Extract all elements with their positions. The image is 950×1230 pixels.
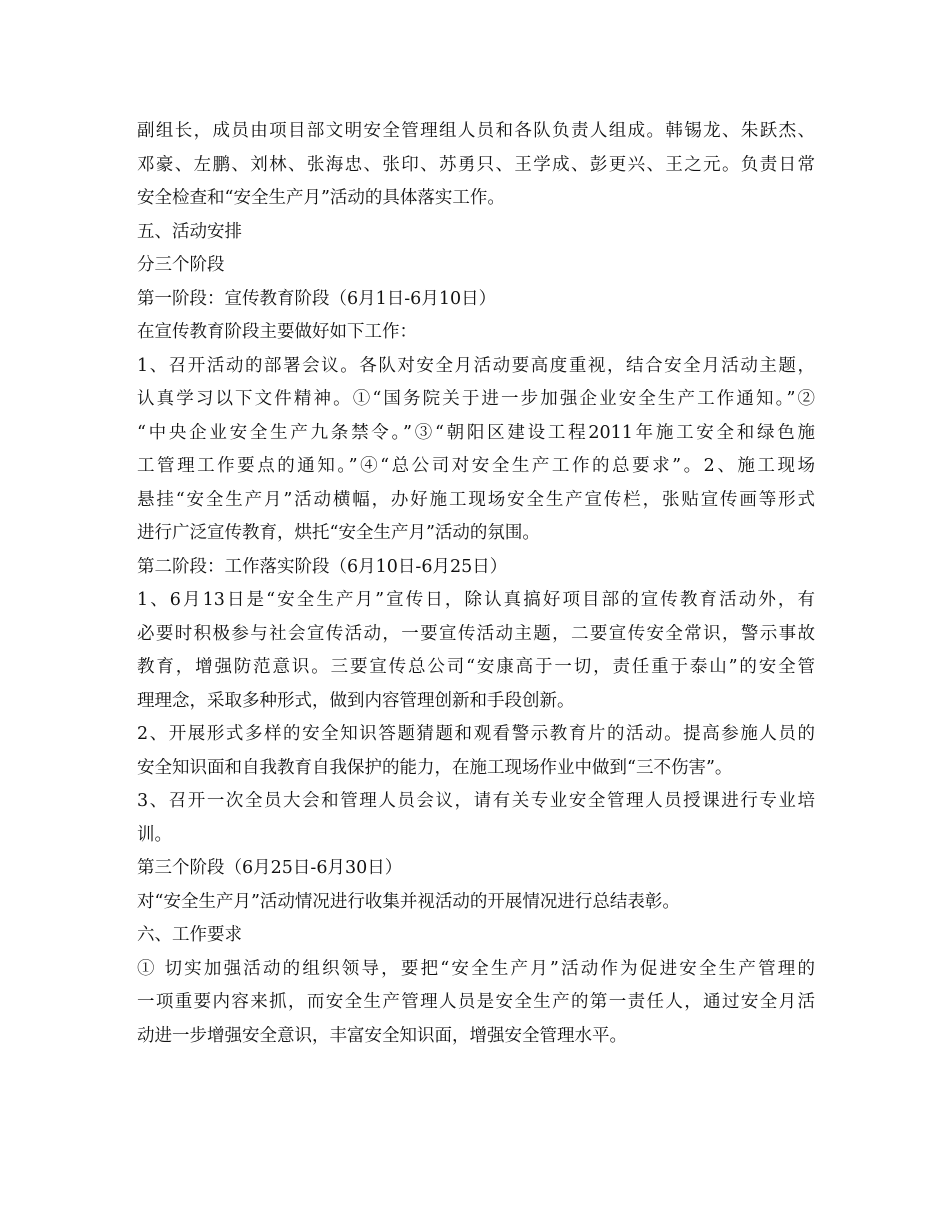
section-heading: 五、活动安排 [137,221,242,242]
text-line: 1、召开活动的部署会议。各队对安全月活动要高度重视，结合安全月活动主题， [137,355,815,376]
text-line: 在宣传教育阶段主要做好如下工作： [137,322,417,342]
stage-heading: 第一阶段：宣传教育阶段（6月1日-6月10日） [137,288,497,309]
text-line: 安全检查和“安全生产月”活动的具体落实工作。 [137,188,505,208]
text-line: 理理念，采取多种形式，做到内容管理创新和手段创新。 [137,690,575,711]
text-line: 邓豪、左鹏、刘林、张海忠、张印、苏勇只、王学成、彭更兴、王之元。负责日常 [137,154,815,175]
stage-heading: 第三个阶段（6月25日-6月30日） [137,858,403,878]
text-line: 悬挂“安全生产月”活动横幅，办好施工现场安全生产宣传栏，张贴宣传画等形式 [137,489,815,510]
text-line: 一项重要内容来抓，而安全生产管理人员是安全生产的第一责任人，通过安全月活 [137,992,815,1012]
text-line: 2、开展形式多样的安全知识答题猜题和观看警示教育片的活动。提高参施人员的 [137,724,815,744]
text-line: 3、召开一次全员大会和管理人员会议，请有关专业安全管理人员授课进行专业培 [137,791,815,811]
text-line: 副组长，成员由项目部文明安全管理组人员和各队负责人组成。韩锡龙、朱跃杰、 [137,121,815,141]
text-line: 安全知识面和自我教育自我保护的能力，在施工现场作业中做到“三不伤害”。 [137,757,733,778]
text-line: 对“安全生产月”活动情况进行收集并视活动的开展情况进行总结表彰。 [137,891,680,912]
section-heading: 六、工作要求 [137,925,242,945]
text-line: “中央企业安全生产九条禁令。”③“朝阳区建设工程2011年施工安全和绿色施 [137,422,815,443]
text-line: 训。 [137,824,172,845]
text-line: 必要时积极参与社会宣传活动，一要宣传活动主题，二要宣传安全常识，警示事故 [137,623,815,644]
text-line: 进行广泛宣传教育，烘托“安全生产月”活动的氛围。 [137,523,540,543]
text-line: 教育，增强防范意识。三要宣传总公司“安康高于一切，责任重于泰山”的安全管 [137,657,815,677]
text-line: 工管理工作要点的通知。”④“总公司对安全生产工作的总要求”。2、施工现场 [137,456,815,476]
text-line: 1、6月13日是“安全生产月”宣传日，除认真搞好项目部的宣传教育活动外，有 [137,590,815,610]
text-line: 动进一步增强安全意识，丰富安全知识面，增强安全管理水平。 [137,1025,627,1046]
text-line: 认真学习以下文件精神。①“国务院关于进一步加强企业安全生产工作通知。”② [137,389,815,409]
stage-heading: 第二阶段：工作落实阶段（6月10日-6月25日） [137,556,508,577]
document-body [137,115,815,1053]
text-line: 分三个阶段 [137,255,225,275]
text-line: ① 切实加强活动的组织领导，要把“安全生产月”活动作为促进安全生产管理的 [137,958,815,979]
